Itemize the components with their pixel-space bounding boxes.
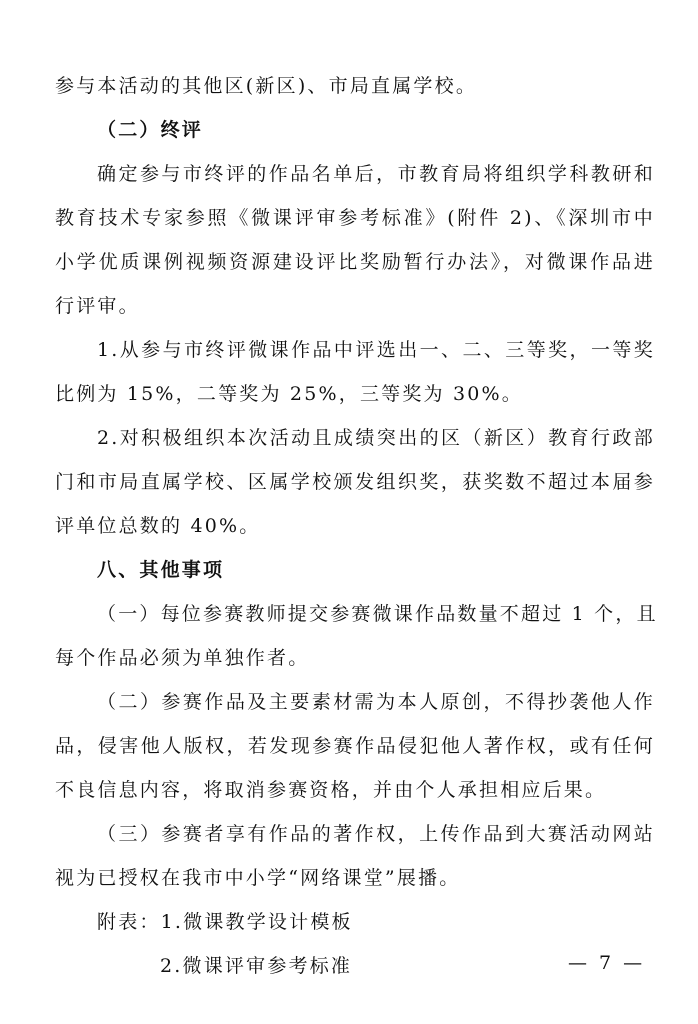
text-line: 不良信息内容，将取消参赛资格，并由个人承担相应后果。 — [55, 779, 607, 801]
text-line: （三）参赛者享有作品的著作权，上传作品到大赛活动网站 — [97, 823, 655, 845]
text-line: 每个作品必须为单独作者。 — [55, 647, 310, 669]
text-line: 品，侵害他人版权，若发现参赛作品侵犯他人著作权，或有任何 — [55, 735, 655, 757]
text-line: 1.从参与市终评微课作品中评选出一、二、三等奖，一等奖 — [97, 339, 655, 361]
section-heading: （二）终评 — [97, 119, 204, 141]
text-line: 比例为 15%，二等奖为 25%，三等奖为 30%。 — [55, 383, 524, 405]
text-line: 参与本活动的其他区(新区)、市局直属学校。 — [55, 75, 478, 97]
text-line: 门和市局直属学校、区属学校颁发组织奖，获奖数不超过本届参 — [55, 471, 655, 493]
attachment-line: 2.微课评审参考标准 — [160, 955, 353, 977]
attachment-line: 附表：1.微课教学设计模板 — [97, 911, 353, 933]
text-line: 评单位总数的 40%。 — [55, 515, 261, 537]
page-number: — 7 — — [568, 952, 646, 974]
text-line: 确定参与市终评的作品名单后，市教育局将组织学科教研和 — [97, 163, 655, 185]
text-line: （二）参赛作品及主要素材需为本人原创，不得抄袭他人作 — [97, 691, 655, 713]
section-heading: 八、其他事项 — [97, 559, 225, 581]
text-line: 2.对积极组织本次活动且成绩突出的区（新区）教育行政部 — [97, 427, 655, 449]
text-line: 行评审。 — [55, 295, 140, 317]
text-line: 小学优质课例视频资源建设评比奖励暂行办法》，对微课作品进 — [55, 251, 655, 273]
text-line: 教育技术专家参照《微课评审参考标准》(附件 2)、《深圳市中 — [55, 207, 655, 229]
text-line: 视为已授权在我市中小学“网络课堂”展播。 — [55, 867, 461, 889]
text-line: （一）每位参赛教师提交参赛微课作品数量不超过 1 个，且 — [97, 603, 658, 625]
